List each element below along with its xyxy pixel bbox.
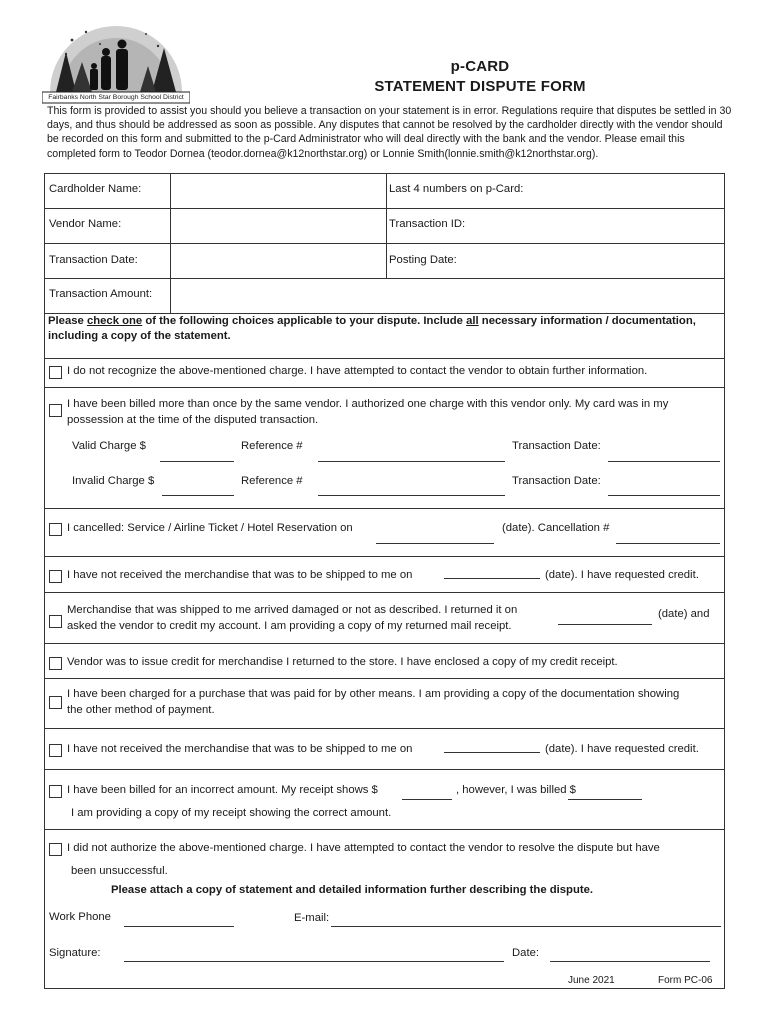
- valid-reference-field[interactable]: [318, 461, 505, 462]
- attach-note: Please attach a copy of statement and detailed information further describing the dispute.: [110, 884, 594, 896]
- ship-date-field[interactable]: [444, 578, 540, 579]
- posting-date-label: Posting Date:: [389, 254, 457, 266]
- cardholder-name-label: Cardholder Name:: [49, 183, 142, 195]
- choice-9-mid: , however, I was billed $: [456, 784, 576, 796]
- grid-line: [44, 592, 725, 593]
- choice-7-checkbox[interactable]: [49, 696, 62, 709]
- transaction-id-field[interactable]: [470, 209, 724, 242]
- intro-paragraph: This form is provided to assist you should you believe a transaction on your statement is in error. Regulations require that disputes be settled in 30 days, and thus should be addressed as soon as possible. Any disputes that cannot be resolved by the cardholder directly with the vendor should be recorded on this form and submitted to the p-Card Administrator who will deal directly with the bank and the vendor. Please email this completed form to Teodor Dornea (teodor.dornea@k12northstar.org) or Lonnie Smith(lonnie.smith@k12northstar.org).: [47, 105, 732, 160]
- choice-6-text: Vendor was to issue credit for merchandise I returned to the store. I have enclosed a copy of my credit receipt.: [67, 656, 618, 668]
- choice-8-checkbox[interactable]: [49, 744, 62, 757]
- grid-line: [44, 556, 725, 557]
- vendor-name-field[interactable]: [171, 209, 385, 242]
- last4-label: Last 4 numbers on p-Card:: [389, 183, 524, 195]
- grid-line: [386, 173, 387, 278]
- work-phone-label: Work Phone: [49, 911, 111, 923]
- district-logo: [42, 22, 190, 104]
- choice-4-checkbox[interactable]: [49, 570, 62, 583]
- choice-10-line2: been unsuccessful.: [71, 865, 168, 877]
- email-field[interactable]: [331, 926, 721, 927]
- vendor-name-label: Vendor Name:: [49, 218, 122, 230]
- logo-caption: Fairbanks North Star Borough School District: [48, 94, 184, 101]
- last4-field[interactable]: [530, 174, 724, 207]
- transaction-amount-label: Transaction Amount:: [49, 288, 153, 300]
- revision-date: June 2021: [568, 975, 615, 986]
- work-phone-field[interactable]: [124, 926, 234, 927]
- date-field[interactable]: [550, 961, 710, 962]
- choice-3-checkbox[interactable]: [49, 523, 62, 536]
- valid-reference-label: Reference #: [241, 440, 303, 452]
- form-title-line2: STATEMENT DISPUTE FORM: [374, 78, 586, 95]
- grid-line: [44, 678, 725, 679]
- transaction-date-label: Transaction Date:: [49, 254, 138, 266]
- invalid-charge-label: Invalid Charge $: [72, 475, 155, 487]
- cancel-date-field[interactable]: [376, 543, 494, 544]
- choice-5-checkbox[interactable]: [49, 615, 62, 628]
- cancellation-number-field[interactable]: [616, 543, 720, 544]
- cardholder-name-field[interactable]: [171, 174, 385, 207]
- return-date-field[interactable]: [558, 624, 652, 625]
- choice-1-checkbox[interactable]: [49, 366, 62, 379]
- form-title-line1: p-CARD: [450, 58, 510, 75]
- choice-3-suffix: (date). Cancellation #: [502, 522, 610, 534]
- grid-line: [44, 769, 725, 770]
- invalid-txdate-label: Transaction Date:: [512, 475, 601, 487]
- choice-5-line1: Merchandise that was shipped to me arrived damaged or not as described. I returned it on: [67, 604, 518, 616]
- choice-7-text: I have been charged for a purchase that was paid for by other means. I am providing a copy of the documentation showing the other method of payment.: [67, 688, 680, 716]
- grid-line: [44, 508, 725, 509]
- dispute-instructions: Please check one of the following choices applicable to your dispute. Include all necessary information / documentation, including a copy of the statement.: [48, 315, 696, 342]
- invalid-charge-field[interactable]: [162, 495, 234, 496]
- valid-txdate-field[interactable]: [608, 461, 720, 462]
- invalid-reference-field[interactable]: [318, 495, 505, 496]
- choice-8-text: I have not received the merchandise that was to be shipped to me on: [67, 743, 413, 755]
- choice-10-line1: I did not authorize the above-mentioned charge. I have attempted to contact the vendor to resolve the dispute but have: [67, 842, 660, 854]
- choice-5-line2: asked the vendor to credit my account. I am providing a copy of my returned mail receipt.: [67, 620, 512, 632]
- choice-2-text: I have been billed more than once by the same vendor. I authorized one charge with this vendor only. My card was in my possession at the time of the disputed transaction.: [67, 398, 669, 426]
- district-logo-graphic: [42, 22, 190, 104]
- grid-line: [44, 728, 725, 729]
- transaction-amount-field[interactable]: [171, 279, 724, 312]
- signature-field[interactable]: [124, 961, 504, 962]
- valid-txdate-label: Transaction Date:: [512, 440, 601, 452]
- choice-10-checkbox[interactable]: [49, 843, 62, 856]
- choice-9-text: I have been billed for an incorrect amount. My receipt shows $: [67, 784, 378, 796]
- choice-9-checkbox[interactable]: [49, 785, 62, 798]
- transaction-id-label: Transaction ID:: [389, 218, 466, 230]
- receipt-amount-field[interactable]: [402, 799, 452, 800]
- choice-8-suffix: (date). I have requested credit.: [545, 743, 699, 755]
- grid-line: [44, 387, 725, 388]
- posting-date-field[interactable]: [462, 244, 724, 277]
- choice-6-checkbox[interactable]: [49, 657, 62, 670]
- choice-2-checkbox[interactable]: [49, 404, 62, 417]
- transaction-date-field[interactable]: [171, 244, 385, 277]
- email-label: E-mail:: [294, 912, 330, 924]
- choice-1-text: I do not recognize the above-mentioned charge. I have attempted to contact the vendor to obtain further information.: [67, 365, 648, 377]
- choice-4-text: I have not received the merchandise that was to be shipped to me on: [67, 569, 413, 581]
- billed-amount-field[interactable]: [568, 799, 642, 800]
- grid-line: [44, 829, 725, 830]
- signature-label: Signature:: [49, 947, 101, 959]
- date-label: Date:: [512, 947, 540, 959]
- ship-date-2-field[interactable]: [444, 752, 540, 753]
- choice-4-suffix: (date). I have requested credit.: [545, 569, 699, 581]
- valid-charge-label: Valid Charge $: [72, 440, 146, 452]
- valid-charge-field[interactable]: [160, 461, 234, 462]
- invalid-txdate-field[interactable]: [608, 495, 720, 496]
- choice-3-text: I cancelled: Service / Airline Ticket / Hotel Reservation on: [67, 522, 353, 534]
- grid-line: [44, 358, 725, 359]
- choice-5-date-label: (date) and: [658, 608, 710, 620]
- form-number: Form PC-06: [658, 975, 713, 986]
- invalid-reference-label: Reference #: [241, 475, 303, 487]
- grid-line: [44, 643, 725, 644]
- choice-9-line2: I am providing a copy of my receipt showing the correct amount.: [71, 807, 392, 819]
